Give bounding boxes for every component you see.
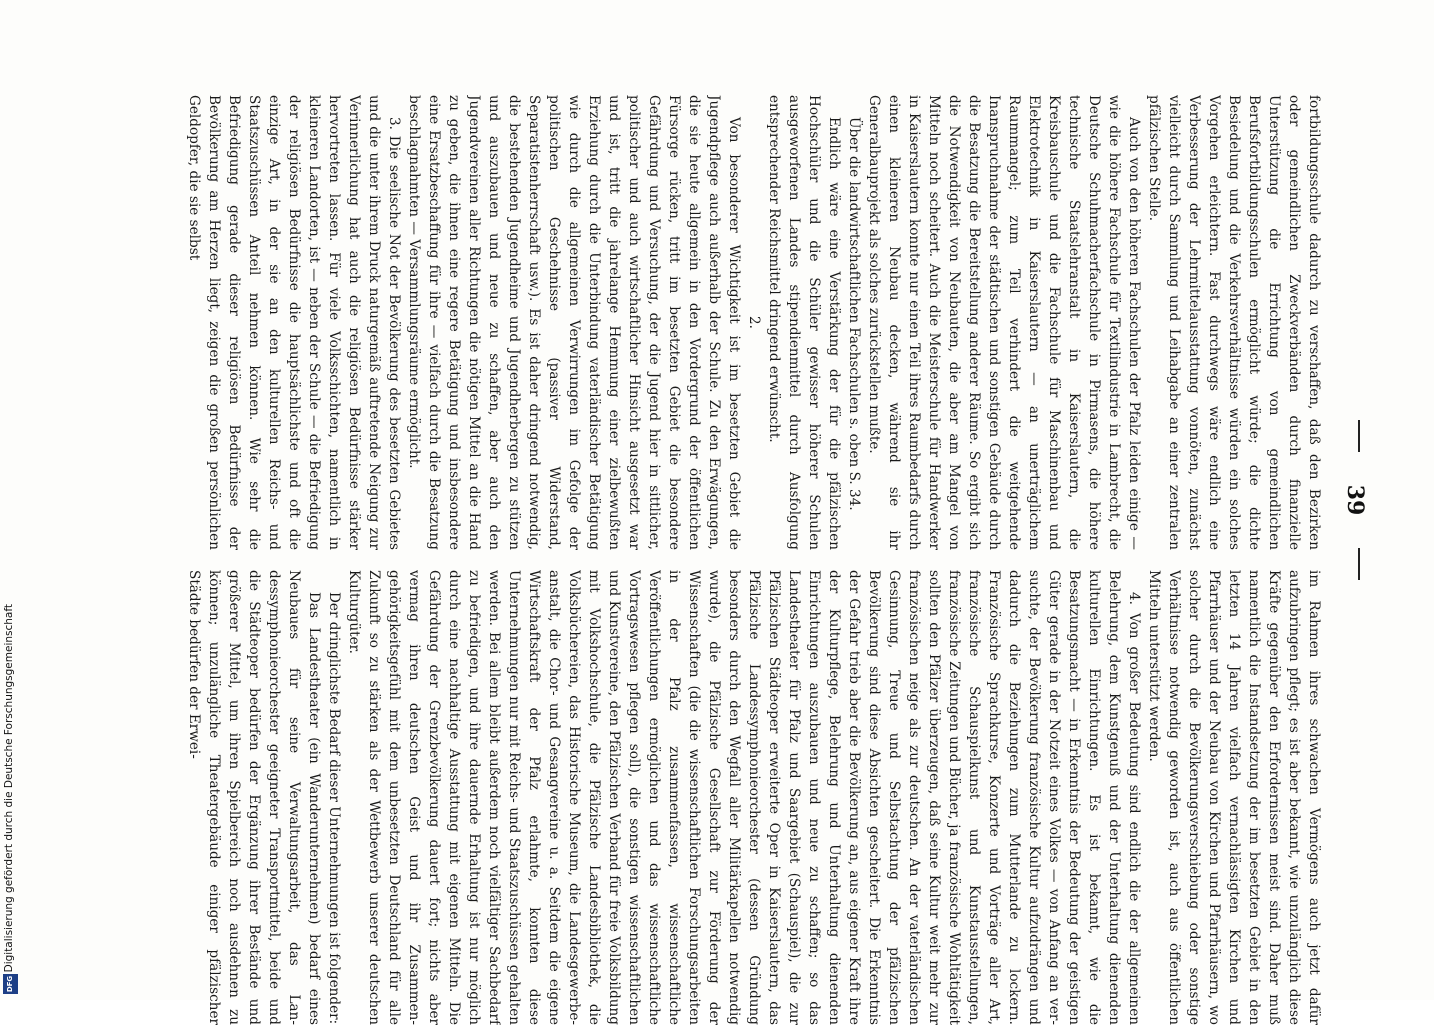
dfg-logo-icon — [3, 974, 18, 994]
left-column — [144, 95, 1324, 550]
digitization-credit: Digitalisierung gefördert durch die Deutsche Forschungsgemeinschaft — [3, 603, 15, 972]
paragraph: Das Landestheater (ein Wanderunternehmen) bedarf eines Neubaues für seine Verwaltungsarbeit, das Landessymphonieorchester geeigneter Transportmittel, beide und die Städteoper bedürfen der Ergänzung ihrer Bestände und größerer Mittel, um ihren Spielbereich noch ausdehnen zu können; unzulängliche Theatergebäude einiger pfälzischer Städte bedürfen der Erwei- — [186, 570, 322, 1025]
paragraph: Von besonderer Wichtigkeit ist im besetzten Gebiet die Jugendpflege auch außerhalb der Schule. Zu den Erwägungen, die sie heute allgemein in den Vordergrund der öffentlichen Fürsorge rücken, tritt im besetzten Gebiet die besondere Gefährdung und Versuchung, der die Jugend hier in sittlicher, politischer und auch wirtschaftlicher Hinsicht ausgesetzt war und ist, tritt die jahrelange Hemmung einer zielbewußten Erziehung durch die Unterbindung vaterländischer Betätigung wie durch die allgemeinen Verwirrungen im Gefolge der politischen Geschehnisse (passiver Widerstand, Separatistenherrschaft usw.). Es ist daher dringend notwendig, die bestehenden Jugendheime und Jugendherbergen zu stützen und auszubauen und neue zu schaffen, aber auch den Jugendvereinen aller Richtungen die nötigen Mittel an die Hand zu geben, die ihnen eine regere Betätigung und insbesondere eine Ersatzbeschaffung für ihre — vielfach durch die Besatzung beschlagnahmten — Versammlungsräume ermöglicht. — [406, 95, 742, 550]
paragraph: fortbildungsschule dadurch zu verschaffen, daß den Bezirken oder gemeindlichen Zweckverbänden durch finanzielle Unterstützung die Errichtung von gemeindlichen Berufsfortbildungsschulen ermöglicht würde; die dichte Besiedelung und die Verkehrsverhältnisse würden ein solches Vorgehen erleichtern. Fast durchwegs wäre endlich eine Verbesserung der Lehrmittelausstattung vonnöten, zunächst vielleicht durch Sammlung und Leihabgabe an einer zentralen pfälzischen Stelle. — [1146, 95, 1322, 550]
dfg-logo-text: DFG — [6, 975, 15, 993]
paragraph: 4. Von großer Bedeutung sind endlich die der allgemeinen Belehrung, dem Kunstgenuß und der Unterhaltung dienenden kulturellen Einrichtungen. Es ist bekannt, wie die Besatzungsmacht — in Erkenntnis der Bedeutung der geistigen Güter gerade in der Notzeit eines Volkes — von Anfang an versuchte, der Bevölkerung französische Kultur aufzudrängen und dadurch die Beziehungen zum Mutterlande zu lockern. Französische Sprachkurse, Konzerte und Vorträge aller Art, französische Schauspielkunst und Kunstausstellungen, französische Zeitungen und Bücher, ja französische Wohltätigkeit sollten den Pfälzer überzeugen, daß seine Kultur weit mehr zur französischen neige als zur deutschen. An der vaterländischen Gesinnung, Treue und Selbstachtung der pfälzischen Bevölkerung sind diese Absichten gescheitert. Die Erkenntnis der Gefahr trieb aber die Bevölkerung an, aus eigener Kraft ihre der Kulturpflege, Belehrung und Unterhaltung dienenden Einrichtungen auszubauen und neue zu schaffen; so das Landestheater für Pfalz und Saargebiet (Schauspiel), die zur Pfälzischen Städteoper erweiterte Oper in Kaiserslautern, das Pfälzische Landessymphonieorchester (dessen Gründung besonders durch den Wegfall aller Militärkapellen notwendig wurde), die Pfälzische Gesellschaft zur Förderung der Wissenschaften (die die wissenschaftlichen Forschungsarbeiten in der Pfalz zusammenfassen, wissenschaftliche Veröffentlichungen ermöglichen und das wissenschaftliche Vortragswesen pflegen soll), die sonstigen wissenschaftlichen und Kunstvereine, den Pfälzischen Verband für freie Volksbildung mit Volkshochschule, die Pfälzische Landesbibliothek, die Volksbüchereien, das Historische Museum, die Landesgewerbeanstalt, die Chor- und Gesangvereine u. a. Seitdem die eigene Wirtschaftskraft der Pfalz erlahmte, konnten diese Unternehmungen nur mit Reichs- und Staatszuschüssen gehalten werden. Bei allem bleibt außerdem noch vielfältiger Sachbedarf zu befriedigen, und ihre dauernde Erhaltung ist nur möglich durch eine nachhaltige Ausstattung mit eigenen Mitteln. Die Gefährdung der Grenzbevölkerung dauert fort; nichts aber vermag ihren deutschen Geist und ihr Zusammengehörigkeitsgefühl mit dem unbesetzten Deutschland für alle Zukunft so zu stärken als der Wettbewerb unserer deutschen Kulturgüter. — [346, 570, 1142, 1025]
page-number-dash-left — [1358, 420, 1360, 452]
section-number: 2. — [746, 316, 762, 329]
paragraph: im Rahmen ihres schwachen Vermögens auch jetzt dafür aufzubringen pflegt; es ist aber bekannt, wie unzulänglich diese Kräfte gegenüber den Erfordernissen meist sind. Daher muß namentlich die Instandsetzung der im besetzten Gebiet in den letzten 14 Jahren vielfach vernachlässigten Kirchen und Pfarrhäuser und der Neubau von Kirchen und Pfarrhäusern, wo solcher durch die Bevölkerungsverschiebung oder sonstige Verhältnisse notwendig geworden ist, auch aus öffentlichen Mitteln unterstützt werden. — [1146, 570, 1322, 1025]
paragraph: 3. Die seelische Not der Bevölkerung des besetzten Gebietes und die unter ihrem Druck naturgemäß auftretende Neigung zur Verinnerlichung hat auch die religiösen Bedürfnisse stärker hervortreten lassen. Für viele Volksschichten, namentlich in kleineren Landorten, ist — neben der Schule — die Befriedigung der religiösen Bedürfnisse die hauptsächlichste und oft die einzige Art, in der sie an den kulturellen Reichs- und Staatszuschüssen Anteil nehmen können. Wie sehr die Befriedigung gerade dieser religiösen Bedürfnisse der Bevölkerung am Herzen liegt, zeigen die großen persönlichen Geldopfer, die sie selbst — [186, 95, 402, 550]
page-number-dash-right — [1358, 548, 1360, 580]
paragraph: Der dringlichste Bedarf dieser Unternehmungen ist folgender: — [326, 592, 342, 1025]
paragraph: Endlich wäre eine Verstärkung der für die pfälzischen Hochschüler und die Schüler gewisser höherer Schulen ausgeworfenen Landes stipendienmittel durch Ausfolgung entsprechender Reichsmittel dringend erwünscht. — [766, 95, 842, 550]
paragraph: Auch von den höheren Fachschulen der Pfalz leiden einige — wie die höhere Fachschule für Textilindustrie in Lambrecht, die Deutsche Schuhmacherfachschule in Pirmasens, die höhere technische Staatslehranstalt in Kaiserslautern, die Kreisbauschule und die Fachschule für Maschinenbau und Elektrotechnik in Kaiserslautern — an unerträglichem Raummangel; zum Teil verhindert die weitgehende Inanspruchnahme der städtischen und sonstigen Gebäude durch die Besatzung die Bereitstellung anderer Räume. So ergibt sich die Notwendigkeit von Neubauten, die aber am Mangel von Mitteln noch scheitert. Auch die Meisterschule für Handwerker in Kaiserslautern konnte nur einen Teil ihres Raumbedarfs durch einen kleineren Neubau decken, während sie ihr Generalbauprojekt als solches zurückstellen mußte. — [866, 95, 1142, 550]
paragraph: Über die landwirtschaftlichen Fachschulen s. oben S. 34. — [846, 117, 862, 511]
page-number: 39 — [1342, 484, 1368, 516]
digitization-credit-strip — [0, 0, 22, 1000]
right-column — [144, 570, 1324, 1025]
